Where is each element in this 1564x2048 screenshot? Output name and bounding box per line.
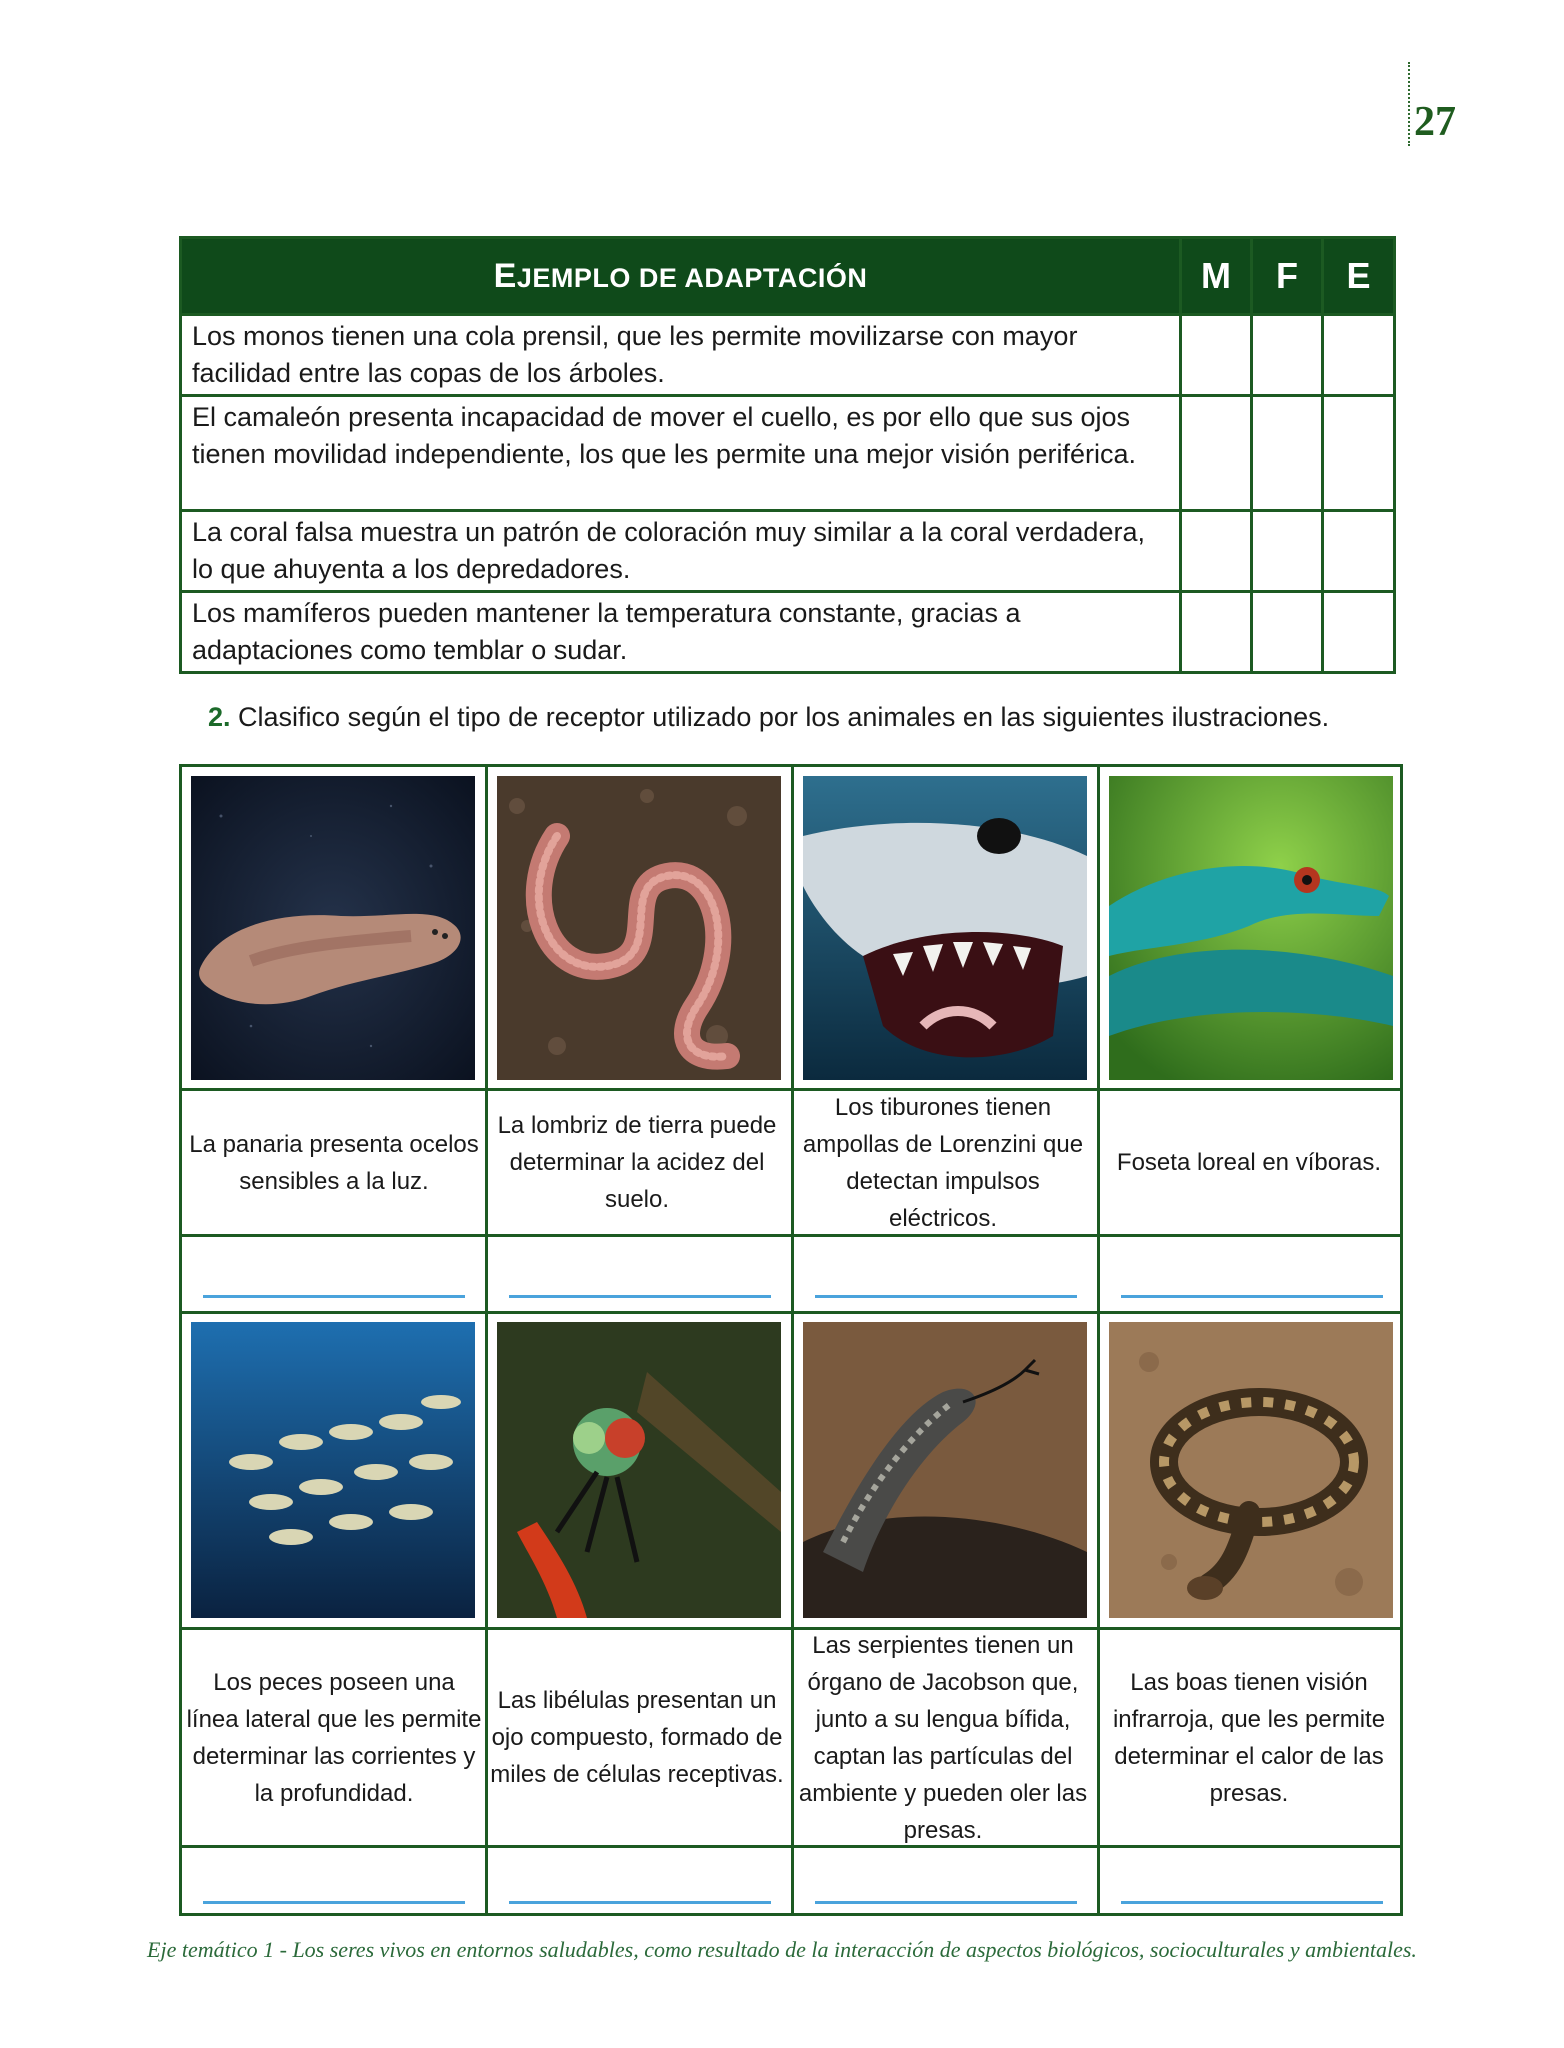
- page-number: 27: [1414, 99, 1456, 145]
- check-cell-f[interactable]: [1252, 315, 1323, 396]
- check-cell-m[interactable]: [1181, 511, 1252, 592]
- caption-snake: Las serpientes tienen un órgano de Jacobson que, junto a su lengua bífida, captan las partículas del ambiente y pueden oler las presas.: [798, 1631, 1088, 1844]
- adaptation-text: El camaleón presenta incapacidad de mover el cuello, es por ello que sus ojos tienen movilidad independiente, los que les permite una mejor visión periférica.: [181, 396, 1181, 511]
- adaptation-table: [179, 236, 1396, 674]
- answer-line[interactable]: [509, 1901, 771, 1904]
- grid-divider: [182, 1234, 1400, 1237]
- caption-fish: Los peces poseen una línea lateral que les permite determinar las corrientes y la profundidad.: [186, 1668, 482, 1807]
- header-adaptation-example: EJEMPLO DE ADAPTACIÓN: [181, 238, 1181, 315]
- answer-line[interactable]: [815, 1901, 1077, 1904]
- check-cell-f[interactable]: [1252, 396, 1323, 511]
- grid-divider: [182, 1311, 1400, 1314]
- check-cell-m[interactable]: [1181, 315, 1252, 396]
- answer-line[interactable]: [203, 1295, 465, 1298]
- table-row: [181, 396, 1395, 511]
- header-col-m: M: [1181, 238, 1252, 315]
- check-cell-f[interactable]: [1252, 511, 1323, 592]
- answer-line[interactable]: [815, 1295, 1077, 1298]
- answer-line[interactable]: [1121, 1295, 1383, 1298]
- question-2: [208, 702, 1329, 733]
- check-cell-e[interactable]: [1323, 396, 1395, 511]
- header-col-e: E: [1323, 238, 1395, 315]
- question-number: 2.: [208, 702, 231, 732]
- grid-divider: [182, 1845, 1400, 1848]
- adaptation-table-header: [181, 238, 1395, 315]
- answer-line[interactable]: [509, 1295, 771, 1298]
- check-cell-e[interactable]: [1323, 511, 1395, 592]
- adaptation-text: Los monos tienen una cola prensil, que les permite movilizarse con mayor facilidad entre las copas de los árboles.: [181, 315, 1181, 396]
- check-cell-e[interactable]: [1323, 592, 1395, 673]
- question-text: Clasifico según el tipo de receptor utilizado por los animales en las siguientes ilustraciones.: [238, 702, 1330, 732]
- table-row: [181, 315, 1395, 396]
- check-cell-m[interactable]: [1181, 396, 1252, 511]
- adaptation-text: La coral falsa muestra un patrón de coloración muy similar a la coral verdadera, lo que ahuyenta a los depredadores.: [181, 511, 1181, 592]
- planarian-photo: [191, 776, 475, 1080]
- table-row: [181, 511, 1395, 592]
- receptor-grid: [179, 764, 1403, 1916]
- answer-line[interactable]: [1121, 1901, 1383, 1904]
- dragonfly-photo: [497, 1322, 781, 1618]
- caption-boa: Las boas tienen visión infrarroja, que les permite determinar el calor de las presas.: [1112, 1668, 1386, 1807]
- adaptation-text: Los mamíferos pueden mantener la temperatura constante, gracias a adaptaciones como temblar o sudar.: [181, 592, 1181, 673]
- shark-photo: [803, 776, 1087, 1080]
- caption-planarian: La panaria presenta ocelos sensibles a la luz.: [189, 1130, 479, 1195]
- check-cell-f[interactable]: [1252, 592, 1323, 673]
- header-col-f: F: [1252, 238, 1323, 315]
- fish-school-photo: [191, 1322, 475, 1618]
- caption-dragonfly: Las libélulas presentan un ojo compuesto, formado de miles de células receptivas.: [490, 1687, 784, 1788]
- boa-photo: [1109, 1322, 1393, 1618]
- pit-viper-photo: [1109, 776, 1393, 1080]
- answer-line[interactable]: [203, 1901, 465, 1904]
- caption-shark: Los tiburones tienen ampollas de Lorenzini que detectan impulsos eléctricos.: [802, 1093, 1084, 1232]
- page-number-rule: [1408, 62, 1410, 146]
- caption-earthworm: La lombriz de tierra puede determinar la acidez del suelo.: [497, 1112, 777, 1213]
- footer-caption: Eje temático 1 - Los seres vivos en entornos saludables, como resultado de la interacción de aspectos biológicos, socioculturales y ambientales.: [147, 1937, 1417, 1962]
- check-cell-m[interactable]: [1181, 592, 1252, 673]
- earthworm-photo: [497, 776, 781, 1080]
- viper-tongue-photo: [803, 1322, 1087, 1618]
- check-cell-e[interactable]: [1323, 315, 1395, 396]
- table-row: [181, 592, 1395, 673]
- caption-pit-viper: Foseta loreal en víboras.: [1116, 1149, 1382, 1176]
